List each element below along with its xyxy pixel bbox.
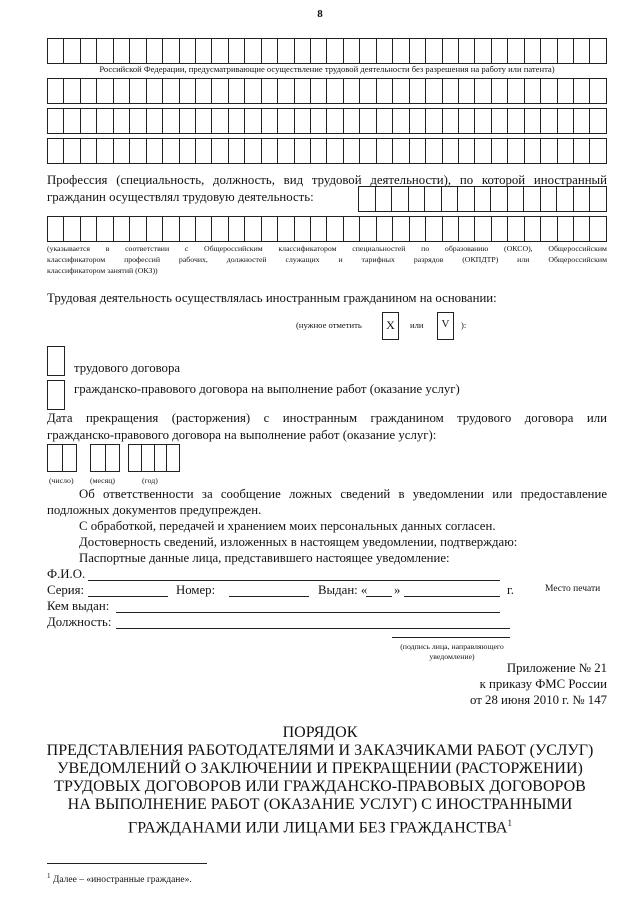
char-cell[interactable]: [129, 78, 145, 104]
char-cell[interactable]: [491, 78, 507, 104]
char-cell[interactable]: [491, 108, 507, 134]
char-cell[interactable]: [261, 38, 277, 64]
char-cell[interactable]: [442, 38, 458, 64]
title-line-3: УВЕДОМЛЕНИЙ О ЗАКЛЮЧЕНИИ И ПРЕКРАЩЕНИИ (РАСТОРЖЕНИИ): [57, 760, 583, 777]
char-cell[interactable]: [376, 78, 392, 104]
char-cell[interactable]: [409, 78, 425, 104]
char-cell[interactable]: [491, 38, 507, 64]
char-cell[interactable]: [162, 216, 178, 242]
profession-label-1: Профессия (специальность, должность, вид трудовой деятельности), по которой иностранный: [47, 173, 607, 187]
mark-hint: (нужное отметить: [296, 320, 362, 330]
char-cell[interactable]: [589, 216, 606, 242]
char-cell[interactable]: [326, 108, 342, 134]
char-cell[interactable]: [524, 38, 540, 64]
char-cell[interactable]: [96, 78, 112, 104]
char-cell[interactable]: [524, 78, 540, 104]
char-cell[interactable]: [376, 108, 392, 134]
char-cell[interactable]: [540, 138, 556, 164]
labor-contract-checkbox[interactable]: [47, 346, 65, 376]
char-cell[interactable]: [326, 38, 342, 64]
char-cell[interactable]: [47, 78, 63, 104]
char-cell[interactable]: [80, 216, 96, 242]
char-cell[interactable]: [524, 108, 540, 134]
char-cell[interactable]: [47, 38, 63, 64]
char-cell[interactable]: [63, 78, 79, 104]
char-cell[interactable]: [441, 186, 458, 212]
char-cell[interactable]: [425, 38, 441, 64]
char-cell[interactable]: [96, 38, 112, 64]
profession-grid-long[interactable]: [47, 216, 607, 242]
char-cell[interactable]: [376, 216, 392, 242]
appendix-line-3: от 28 июня 2010 г. № 147: [470, 693, 607, 707]
char-cell[interactable]: [146, 108, 162, 134]
char-cell[interactable]: [310, 108, 326, 134]
char-cell[interactable]: [540, 216, 556, 242]
date-day-label: (число): [49, 476, 74, 485]
char-cell[interactable]: [166, 444, 180, 472]
char-cell[interactable]: [129, 138, 145, 164]
char-cell[interactable]: [294, 138, 310, 164]
char-cell[interactable]: [557, 108, 573, 134]
char-cell[interactable]: [524, 216, 540, 242]
char-cell[interactable]: [277, 78, 293, 104]
caption-top: Российской Федерации, предусматривающие осуществление трудовой деятельности без разрешения на работу или патента): [99, 64, 555, 74]
char-cell[interactable]: [409, 108, 425, 134]
year-suffix: г.: [507, 583, 515, 597]
char-cell[interactable]: [573, 216, 589, 242]
char-cell[interactable]: [310, 216, 326, 242]
char-cell[interactable]: [261, 108, 277, 134]
char-cell[interactable]: [244, 216, 260, 242]
char-cell[interactable]: [228, 138, 244, 164]
char-cell[interactable]: [557, 138, 573, 164]
char-cell[interactable]: [80, 138, 96, 164]
char-cell[interactable]: [195, 78, 211, 104]
issued-day-field[interactable]: [366, 596, 392, 597]
char-cell[interactable]: [376, 138, 392, 164]
char-cell[interactable]: [195, 138, 211, 164]
char-cell[interactable]: [261, 216, 277, 242]
char-cell[interactable]: [507, 138, 523, 164]
char-cell[interactable]: [376, 38, 392, 64]
char-cell[interactable]: [557, 78, 573, 104]
char-cell[interactable]: [442, 216, 458, 242]
char-cell[interactable]: [90, 444, 105, 472]
passport-text: Паспортные данные лица, представившего настоящее уведомление:: [79, 551, 450, 565]
char-cell[interactable]: [195, 38, 211, 64]
char-cell[interactable]: [392, 138, 408, 164]
char-cell[interactable]: [277, 38, 293, 64]
char-cell[interactable]: [425, 138, 441, 164]
char-cell[interactable]: [392, 216, 408, 242]
char-cell[interactable]: [375, 186, 392, 212]
char-cell[interactable]: [474, 216, 490, 242]
mark-close: ):: [461, 320, 467, 330]
char-cell[interactable]: [474, 38, 490, 64]
grid-row-4[interactable]: [47, 138, 607, 164]
position-field[interactable]: [116, 628, 510, 629]
char-cell[interactable]: [458, 138, 474, 164]
char-cell[interactable]: [573, 38, 589, 64]
char-cell[interactable]: [343, 38, 359, 64]
title-line-4: ТРУДОВЫХ ДОГОВОРОВ ИЛИ ГРАЖДАНСКО-ПРАВОВЫХ ДОГОВОРОВ: [54, 778, 586, 795]
date-year-cells[interactable]: [128, 444, 180, 472]
char-cell[interactable]: [573, 78, 589, 104]
char-cell[interactable]: [507, 38, 523, 64]
char-cell[interactable]: [474, 138, 490, 164]
char-cell[interactable]: [294, 108, 310, 134]
okso-note-1: (указывается в соответствии с Общероссийским классификатором специальностей по образованию (ОКСО), Общероссийским: [47, 244, 607, 253]
char-cell[interactable]: [146, 138, 162, 164]
signature-label-2: уведомление): [429, 652, 475, 661]
number-label: Номер:: [176, 583, 216, 597]
char-cell[interactable]: [474, 108, 490, 134]
char-cell[interactable]: [179, 38, 195, 64]
char-cell[interactable]: [310, 78, 326, 104]
labor-contract-label: трудового договора: [74, 361, 181, 375]
char-cell[interactable]: [491, 138, 507, 164]
termination-label-1: Дата прекращения (расторжения) с иностранным гражданином трудового договора или: [47, 411, 607, 425]
char-cell[interactable]: [507, 78, 523, 104]
char-cell[interactable]: [556, 186, 573, 212]
char-cell[interactable]: [63, 138, 79, 164]
char-cell[interactable]: [425, 78, 441, 104]
char-cell[interactable]: [113, 138, 129, 164]
char-cell[interactable]: [179, 108, 195, 134]
char-cell[interactable]: [228, 78, 244, 104]
title-line-2: ПРЕДСТАВЛЕНИЯ РАБОТОДАТЕЛЯМИ И ЗАКАЗЧИКАМИ РАБОТ (УСЛУГ): [46, 742, 594, 759]
title-line-6-text: ГРАЖДАНАМИ ИЛИ ЛИЦАМИ БЕЗ ГРАЖДАНСТВА: [128, 819, 508, 837]
char-cell[interactable]: [105, 444, 121, 472]
char-cell[interactable]: [343, 78, 359, 104]
char-cell[interactable]: [343, 108, 359, 134]
char-cell[interactable]: [442, 138, 458, 164]
char-cell[interactable]: [425, 108, 441, 134]
char-cell[interactable]: [524, 138, 540, 164]
char-cell[interactable]: [573, 138, 589, 164]
char-cell[interactable]: [63, 38, 79, 64]
char-cell[interactable]: [458, 216, 474, 242]
char-cell[interactable]: [359, 78, 375, 104]
civil-contract-checkbox[interactable]: [47, 380, 65, 410]
grid-row-3[interactable]: [47, 108, 607, 134]
fio-field[interactable]: [88, 580, 500, 581]
char-cell[interactable]: [408, 186, 425, 212]
char-cell[interactable]: [523, 186, 540, 212]
char-cell[interactable]: [261, 78, 277, 104]
title-line-6: [0, 814, 640, 837]
char-cell[interactable]: [80, 78, 96, 104]
liability-text-1: Об ответственности за сообщение ложных сведений в уведомлении или предоставление: [79, 487, 607, 501]
date-day-cells[interactable]: [47, 444, 77, 472]
okso-note-3: классификатором занятий (ОКЗ)): [47, 266, 158, 275]
char-cell[interactable]: [162, 108, 178, 134]
char-cell[interactable]: [507, 186, 524, 212]
char-cell[interactable]: [392, 78, 408, 104]
char-cell[interactable]: [211, 108, 227, 134]
profession-grid-short[interactable]: [358, 186, 607, 212]
issued-by-label: Кем выдан:: [47, 599, 110, 613]
char-cell[interactable]: [47, 138, 63, 164]
char-cell[interactable]: [425, 216, 441, 242]
issued-close: »: [394, 583, 401, 597]
issued-date-field[interactable]: [404, 596, 500, 597]
grid-row-1[interactable]: [47, 38, 607, 64]
char-cell[interactable]: [63, 216, 79, 242]
char-cell[interactable]: [47, 216, 63, 242]
char-cell[interactable]: [228, 216, 244, 242]
char-cell[interactable]: [162, 78, 178, 104]
char-cell[interactable]: [409, 138, 425, 164]
char-cell[interactable]: [507, 108, 523, 134]
char-cell[interactable]: [113, 216, 129, 242]
char-cell[interactable]: [326, 216, 342, 242]
consent-text: С обработкой, передачей и хранением моих персональных данных согласен.: [79, 519, 496, 533]
appendix-line-1: Приложение № 21: [506, 661, 607, 675]
mark-v-letter: V: [441, 318, 450, 330]
char-cell[interactable]: [179, 216, 195, 242]
char-cell[interactable]: [146, 38, 162, 64]
char-cell[interactable]: [146, 216, 162, 242]
char-cell[interactable]: [162, 138, 178, 164]
char-cell[interactable]: [540, 108, 556, 134]
char-cell[interactable]: [507, 216, 523, 242]
liability-text-2: подложных документов предупрежден.: [47, 503, 262, 517]
char-cell[interactable]: [310, 138, 326, 164]
char-cell[interactable]: [557, 38, 573, 64]
char-cell[interactable]: [261, 138, 277, 164]
char-cell[interactable]: [179, 138, 195, 164]
mark-or: или: [410, 320, 424, 330]
char-cell[interactable]: [244, 108, 260, 134]
char-cell[interactable]: [62, 444, 78, 472]
char-cell[interactable]: [129, 108, 145, 134]
char-cell[interactable]: [154, 444, 167, 472]
char-cell[interactable]: [244, 78, 260, 104]
position-label: Должность:: [47, 615, 112, 629]
confirm-text: Достоверность сведений, изложенных в настоящем уведомлении, подтверждаю:: [79, 535, 518, 549]
char-cell[interactable]: [277, 108, 293, 134]
char-cell[interactable]: [129, 216, 145, 242]
char-cell[interactable]: [244, 38, 260, 64]
footnote-mark: 1: [47, 872, 51, 880]
char-cell[interactable]: [359, 38, 375, 64]
char-cell[interactable]: [195, 108, 211, 134]
grid-row-2[interactable]: [47, 78, 607, 104]
number-field[interactable]: [229, 596, 309, 597]
char-cell[interactable]: [540, 38, 556, 64]
char-cell[interactable]: [228, 108, 244, 134]
char-cell[interactable]: [409, 216, 425, 242]
termination-label-2: гражданско-правового договора на выполнение работ (оказание услуг):: [47, 428, 437, 442]
date-month-label: (месяц): [90, 476, 116, 485]
char-cell[interactable]: [80, 108, 96, 134]
okso-note-2: классификатором профессий рабочих, должностей служащих и тарифных разрядов (ОКПДТР) или Общероссийским: [47, 255, 607, 264]
char-cell[interactable]: [146, 78, 162, 104]
char-cell[interactable]: [589, 108, 606, 134]
char-cell[interactable]: [294, 78, 310, 104]
char-cell[interactable]: [392, 38, 408, 64]
series-label: Серия:: [47, 583, 85, 597]
char-cell[interactable]: [195, 216, 211, 242]
char-cell[interactable]: [557, 216, 573, 242]
char-cell[interactable]: [179, 78, 195, 104]
char-cell[interactable]: [490, 186, 507, 212]
fio-label: Ф.И.О.: [47, 567, 86, 581]
signature-label-1: (подпись лица, направляющего: [400, 642, 504, 651]
title-line-1: ПОРЯДОК: [282, 724, 358, 741]
char-cell[interactable]: [277, 216, 293, 242]
signature-field[interactable]: [392, 637, 510, 638]
char-cell[interactable]: [63, 108, 79, 134]
mark-x-letter: X: [386, 318, 395, 332]
char-cell[interactable]: [358, 186, 375, 212]
char-cell[interactable]: [589, 138, 606, 164]
char-cell[interactable]: [392, 108, 408, 134]
char-cell[interactable]: [113, 108, 129, 134]
series-field[interactable]: [88, 596, 168, 597]
char-cell[interactable]: [391, 186, 408, 212]
char-cell[interactable]: [128, 444, 141, 472]
char-cell[interactable]: [589, 186, 607, 212]
title-footnote-mark: 1: [507, 818, 512, 828]
char-cell[interactable]: [442, 78, 458, 104]
char-cell[interactable]: [573, 108, 589, 134]
char-cell[interactable]: [326, 78, 342, 104]
civil-contract-label: гражданско-правового договора на выполнение работ (оказание услуг): [74, 382, 460, 396]
char-cell[interactable]: [457, 186, 474, 212]
char-cell[interactable]: [310, 38, 326, 64]
char-cell[interactable]: [424, 186, 441, 212]
char-cell[interactable]: [359, 138, 375, 164]
char-cell[interactable]: [211, 216, 227, 242]
date-year-label: (год): [142, 476, 158, 485]
char-cell[interactable]: [162, 38, 178, 64]
char-cell[interactable]: [80, 38, 96, 64]
footnote-text: Далее – «иностранные граждане».: [52, 875, 192, 886]
char-cell[interactable]: [211, 138, 227, 164]
char-cell[interactable]: [359, 216, 375, 242]
char-cell[interactable]: [409, 38, 425, 64]
issued-label: Выдан: «: [318, 583, 368, 597]
char-cell[interactable]: [326, 138, 342, 164]
char-cell[interactable]: [244, 138, 260, 164]
char-cell[interactable]: [211, 38, 227, 64]
title-line-5: НА ВЫПОЛНЕНИЕ РАБОТ (ОКАЗАНИЕ УСЛУГ) С ИНОСТРАННЫМИ: [67, 796, 573, 813]
char-cell[interactable]: [277, 138, 293, 164]
char-cell[interactable]: [47, 444, 62, 472]
char-cell[interactable]: [228, 38, 244, 64]
date-month-cells[interactable]: [90, 444, 120, 472]
char-cell[interactable]: [343, 138, 359, 164]
char-cell[interactable]: [540, 78, 556, 104]
char-cell[interactable]: [474, 186, 491, 212]
char-cell[interactable]: [96, 108, 112, 134]
stamp-label: Место печати: [545, 584, 601, 594]
char-cell[interactable]: [96, 138, 112, 164]
char-cell[interactable]: [343, 216, 359, 242]
char-cell[interactable]: [96, 216, 112, 242]
char-cell[interactable]: [491, 216, 507, 242]
char-cell[interactable]: [113, 38, 129, 64]
footnote: [47, 872, 192, 885]
char-cell[interactable]: [359, 108, 375, 134]
char-cell[interactable]: [442, 108, 458, 134]
appendix-line-2: к приказу ФМС России: [479, 677, 607, 691]
char-cell[interactable]: [141, 444, 154, 472]
char-cell[interactable]: [113, 78, 129, 104]
basis-text: Трудовая деятельность осуществлялась иностранным гражданином на основании:: [47, 291, 497, 305]
char-cell[interactable]: [573, 186, 590, 212]
char-cell[interactable]: [458, 108, 474, 134]
char-cell[interactable]: [589, 78, 606, 104]
char-cell[interactable]: [540, 186, 557, 212]
char-cell[interactable]: [294, 216, 310, 242]
footnote-rule: [47, 863, 207, 864]
char-cell[interactable]: [294, 38, 310, 64]
profession-label-2: гражданин осуществлял трудовую деятельность:: [47, 190, 314, 204]
char-cell[interactable]: [47, 108, 63, 134]
char-cell[interactable]: [129, 38, 145, 64]
page-number: 8: [317, 8, 323, 20]
char-cell[interactable]: [589, 38, 606, 64]
char-cell[interactable]: [211, 78, 227, 104]
char-cell[interactable]: [458, 78, 474, 104]
char-cell[interactable]: [474, 78, 490, 104]
char-cell[interactable]: [458, 38, 474, 64]
issued-by-field[interactable]: [116, 612, 500, 613]
